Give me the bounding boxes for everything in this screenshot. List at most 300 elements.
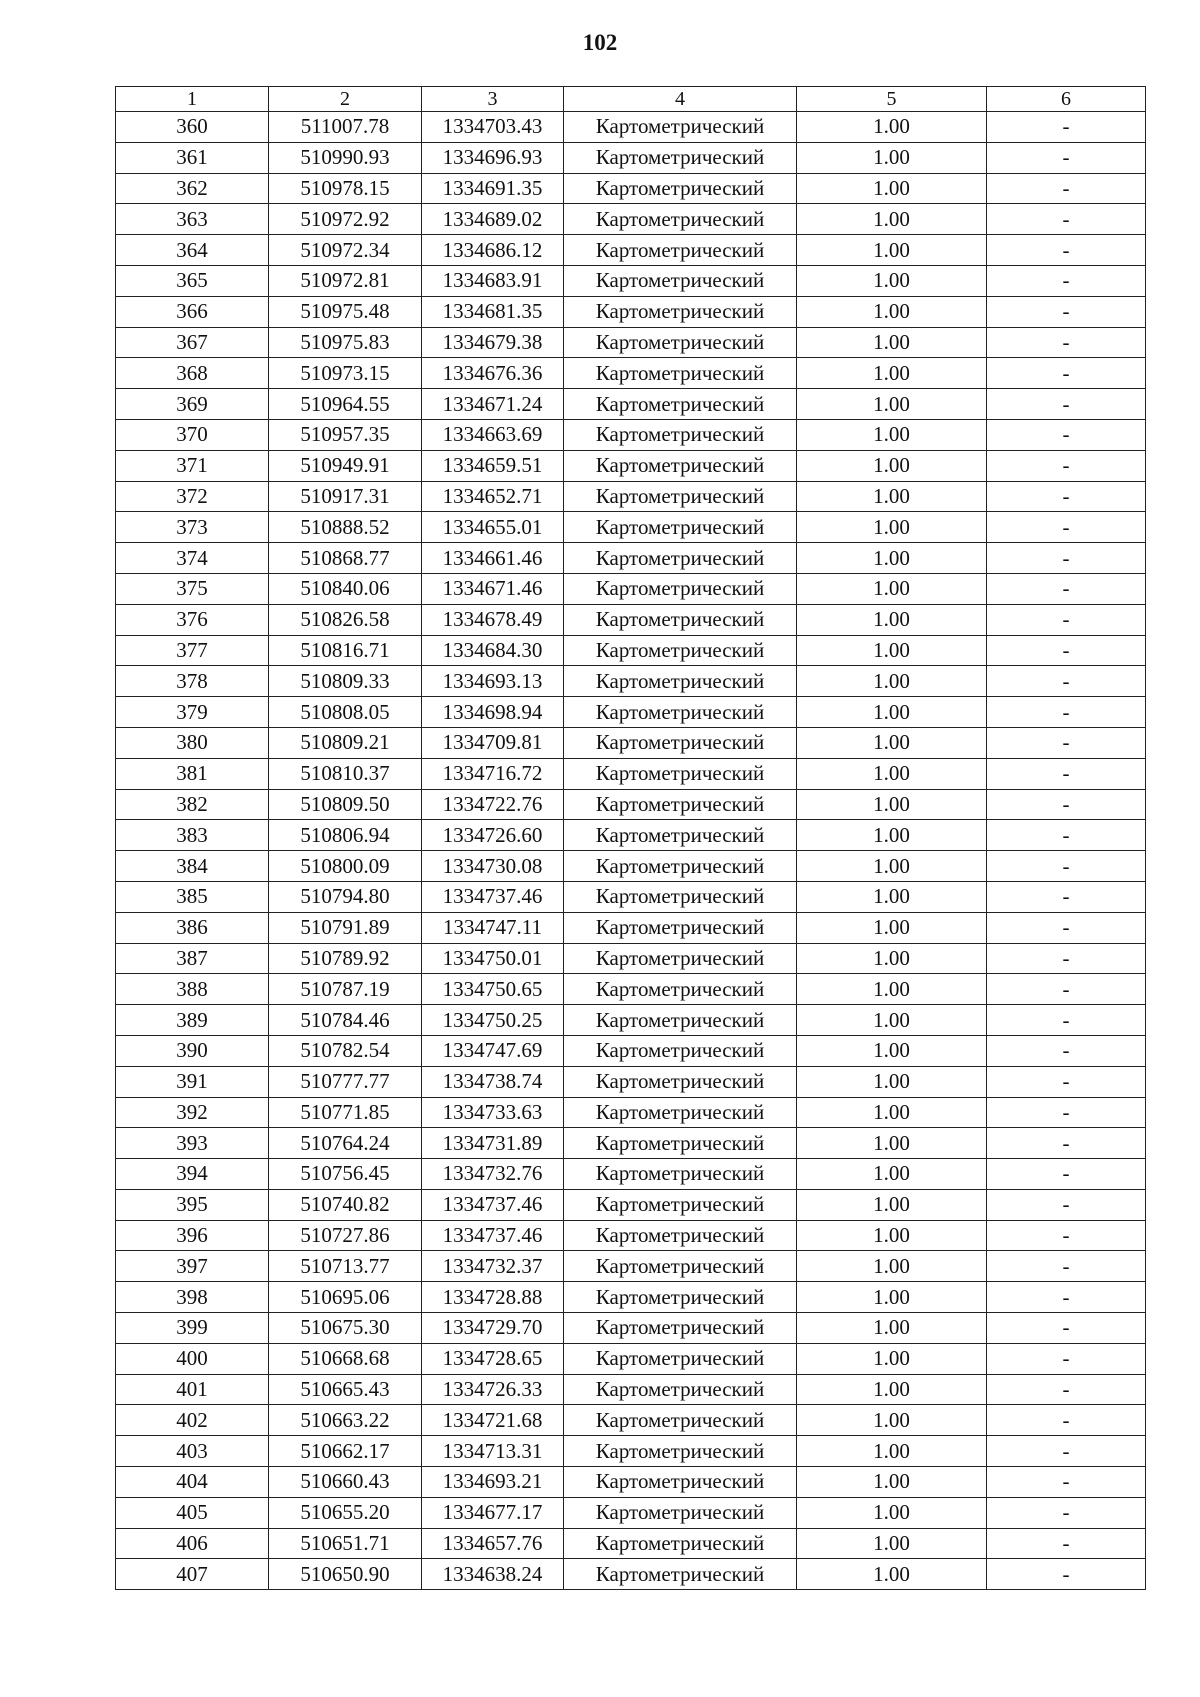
x-coordinate-cell: 510809.50 xyxy=(269,789,422,820)
y-coordinate-cell: 1334726.60 xyxy=(422,820,564,851)
x-coordinate-cell: 510840.06 xyxy=(269,573,422,604)
table-row xyxy=(116,1251,1146,1282)
point-number-cell: 407 xyxy=(116,1559,269,1590)
table-row xyxy=(116,204,1146,235)
note-cell: - xyxy=(987,1374,1146,1405)
y-coordinate-cell: 1334698.94 xyxy=(422,697,564,728)
method-cell: Картометрический xyxy=(564,1559,797,1590)
y-coordinate-cell: 1334737.46 xyxy=(422,881,564,912)
table-row xyxy=(116,1405,1146,1436)
accuracy-cell: 1.00 xyxy=(797,327,987,358)
y-coordinate-cell: 1334652.71 xyxy=(422,481,564,512)
point-number-cell: 402 xyxy=(116,1405,269,1436)
method-cell: Картометрический xyxy=(564,358,797,389)
x-coordinate-cell: 510740.82 xyxy=(269,1189,422,1220)
accuracy-cell: 1.00 xyxy=(797,635,987,666)
note-cell: - xyxy=(987,1159,1146,1190)
method-cell: Картометрический xyxy=(564,789,797,820)
table-row xyxy=(116,1066,1146,1097)
point-number-cell: 393 xyxy=(116,1128,269,1159)
x-coordinate-cell: 510816.71 xyxy=(269,635,422,666)
accuracy-cell: 1.00 xyxy=(797,512,987,543)
point-number-cell: 387 xyxy=(116,943,269,974)
note-cell: - xyxy=(987,635,1146,666)
table-row xyxy=(116,235,1146,266)
note-cell: - xyxy=(987,1313,1146,1344)
accuracy-cell: 1.00 xyxy=(797,481,987,512)
note-cell: - xyxy=(987,727,1146,758)
y-coordinate-cell: 1334683.91 xyxy=(422,265,564,296)
x-coordinate-cell: 510949.91 xyxy=(269,450,422,481)
note-cell: - xyxy=(987,1251,1146,1282)
x-coordinate-cell: 510888.52 xyxy=(269,512,422,543)
table-row xyxy=(116,512,1146,543)
x-coordinate-cell: 510826.58 xyxy=(269,604,422,635)
method-cell: Картометрический xyxy=(564,327,797,358)
x-coordinate-cell: 510809.21 xyxy=(269,727,422,758)
point-number-cell: 361 xyxy=(116,142,269,173)
accuracy-cell: 1.00 xyxy=(797,666,987,697)
accuracy-cell: 1.00 xyxy=(797,1405,987,1436)
table-row xyxy=(116,1436,1146,1467)
x-coordinate-cell: 510964.55 xyxy=(269,389,422,420)
point-number-cell: 397 xyxy=(116,1251,269,1282)
point-number-cell: 396 xyxy=(116,1220,269,1251)
point-number-cell: 363 xyxy=(116,204,269,235)
accuracy-cell: 1.00 xyxy=(797,389,987,420)
x-coordinate-cell: 511007.78 xyxy=(269,112,422,143)
method-cell: Картометрический xyxy=(564,112,797,143)
note-cell: - xyxy=(987,943,1146,974)
table-row xyxy=(116,358,1146,389)
y-coordinate-cell: 1334750.65 xyxy=(422,974,564,1005)
note-cell: - xyxy=(987,389,1146,420)
method-cell: Картометрический xyxy=(564,1066,797,1097)
accuracy-cell: 1.00 xyxy=(797,235,987,266)
point-number-cell: 375 xyxy=(116,573,269,604)
table-row xyxy=(116,1497,1146,1528)
note-cell: - xyxy=(987,1128,1146,1159)
accuracy-cell: 1.00 xyxy=(797,173,987,204)
point-number-cell: 376 xyxy=(116,604,269,635)
y-coordinate-cell: 1334716.72 xyxy=(422,758,564,789)
table-row xyxy=(116,697,1146,728)
table-row xyxy=(116,296,1146,327)
table-row xyxy=(116,1313,1146,1344)
point-number-cell: 369 xyxy=(116,389,269,420)
note-cell: - xyxy=(987,1097,1146,1128)
point-number-cell: 385 xyxy=(116,881,269,912)
y-coordinate-cell: 1334676.36 xyxy=(422,358,564,389)
accuracy-cell: 1.00 xyxy=(797,1282,987,1313)
accuracy-cell: 1.00 xyxy=(797,1128,987,1159)
method-cell: Картометрический xyxy=(564,666,797,697)
x-coordinate-cell: 510771.85 xyxy=(269,1097,422,1128)
y-coordinate-cell: 1334678.49 xyxy=(422,604,564,635)
point-number-cell: 373 xyxy=(116,512,269,543)
point-number-cell: 394 xyxy=(116,1159,269,1190)
method-cell: Картометрический xyxy=(564,142,797,173)
x-coordinate-cell: 510777.77 xyxy=(269,1066,422,1097)
note-cell: - xyxy=(987,142,1146,173)
table-row xyxy=(116,1097,1146,1128)
table-row xyxy=(116,881,1146,912)
y-coordinate-cell: 1334726.33 xyxy=(422,1374,564,1405)
method-cell: Картометрический xyxy=(564,635,797,666)
accuracy-cell: 1.00 xyxy=(797,974,987,1005)
table-row xyxy=(116,573,1146,604)
point-number-cell: 371 xyxy=(116,450,269,481)
method-cell: Картометрический xyxy=(564,1189,797,1220)
point-number-cell: 391 xyxy=(116,1066,269,1097)
x-coordinate-cell: 510651.71 xyxy=(269,1528,422,1559)
note-cell: - xyxy=(987,1005,1146,1036)
table-row xyxy=(116,142,1146,173)
point-number-cell: 377 xyxy=(116,635,269,666)
x-coordinate-cell: 510808.05 xyxy=(269,697,422,728)
note-cell: - xyxy=(987,1497,1146,1528)
x-coordinate-cell: 510764.24 xyxy=(269,1128,422,1159)
table-row xyxy=(116,173,1146,204)
note-cell: - xyxy=(987,1220,1146,1251)
method-cell: Картометрический xyxy=(564,389,797,420)
table-row xyxy=(116,1189,1146,1220)
point-number-cell: 372 xyxy=(116,481,269,512)
table-row xyxy=(116,1559,1146,1590)
point-number-cell: 368 xyxy=(116,358,269,389)
y-coordinate-cell: 1334750.01 xyxy=(422,943,564,974)
note-cell: - xyxy=(987,881,1146,912)
y-coordinate-cell: 1334731.89 xyxy=(422,1128,564,1159)
y-coordinate-cell: 1334693.13 xyxy=(422,666,564,697)
table-row xyxy=(116,419,1146,450)
x-coordinate-cell: 510727.86 xyxy=(269,1220,422,1251)
note-cell: - xyxy=(987,1528,1146,1559)
y-coordinate-cell: 1334671.24 xyxy=(422,389,564,420)
x-coordinate-cell: 510990.93 xyxy=(269,142,422,173)
accuracy-cell: 1.00 xyxy=(797,296,987,327)
table-row xyxy=(116,1528,1146,1559)
y-coordinate-cell: 1334722.76 xyxy=(422,789,564,820)
note-cell: - xyxy=(987,851,1146,882)
accuracy-cell: 1.00 xyxy=(797,573,987,604)
accuracy-cell: 1.00 xyxy=(797,789,987,820)
table-row xyxy=(116,450,1146,481)
x-coordinate-cell: 510975.83 xyxy=(269,327,422,358)
point-number-cell: 378 xyxy=(116,666,269,697)
note-cell: - xyxy=(987,758,1146,789)
accuracy-cell: 1.00 xyxy=(797,419,987,450)
point-number-cell: 367 xyxy=(116,327,269,358)
table-row xyxy=(116,758,1146,789)
point-number-cell: 360 xyxy=(116,112,269,143)
accuracy-cell: 1.00 xyxy=(797,851,987,882)
method-cell: Картометрический xyxy=(564,604,797,635)
accuracy-cell: 1.00 xyxy=(797,1159,987,1190)
method-cell: Картометрический xyxy=(564,204,797,235)
method-cell: Картометрический xyxy=(564,419,797,450)
method-cell: Картометрический xyxy=(564,1159,797,1190)
accuracy-cell: 1.00 xyxy=(797,604,987,635)
note-cell: - xyxy=(987,974,1146,1005)
table-row xyxy=(116,1159,1146,1190)
y-coordinate-cell: 1334671.46 xyxy=(422,573,564,604)
table-row xyxy=(116,820,1146,851)
point-number-cell: 406 xyxy=(116,1528,269,1559)
accuracy-cell: 1.00 xyxy=(797,1343,987,1374)
x-coordinate-cell: 510668.68 xyxy=(269,1343,422,1374)
point-number-cell: 374 xyxy=(116,543,269,574)
note-cell: - xyxy=(987,1282,1146,1313)
table-row xyxy=(116,727,1146,758)
point-number-cell: 401 xyxy=(116,1374,269,1405)
x-coordinate-cell: 510973.15 xyxy=(269,358,422,389)
accuracy-cell: 1.00 xyxy=(797,1313,987,1344)
column-header: 4 xyxy=(564,87,797,112)
x-coordinate-cell: 510665.43 xyxy=(269,1374,422,1405)
x-coordinate-cell: 510789.92 xyxy=(269,943,422,974)
x-coordinate-cell: 510917.31 xyxy=(269,481,422,512)
note-cell: - xyxy=(987,573,1146,604)
table-row xyxy=(116,789,1146,820)
note-cell: - xyxy=(987,450,1146,481)
table-row xyxy=(116,1374,1146,1405)
x-coordinate-cell: 510975.48 xyxy=(269,296,422,327)
table-row xyxy=(116,912,1146,943)
point-number-cell: 370 xyxy=(116,419,269,450)
method-cell: Картометрический xyxy=(564,1282,797,1313)
note-cell: - xyxy=(987,173,1146,204)
point-number-cell: 364 xyxy=(116,235,269,266)
note-cell: - xyxy=(987,327,1146,358)
x-coordinate-cell: 510978.15 xyxy=(269,173,422,204)
note-cell: - xyxy=(987,1436,1146,1467)
y-coordinate-cell: 1334684.30 xyxy=(422,635,564,666)
x-coordinate-cell: 510810.37 xyxy=(269,758,422,789)
accuracy-cell: 1.00 xyxy=(797,1097,987,1128)
method-cell: Картометрический xyxy=(564,296,797,327)
point-number-cell: 398 xyxy=(116,1282,269,1313)
y-coordinate-cell: 1334709.81 xyxy=(422,727,564,758)
accuracy-cell: 1.00 xyxy=(797,1251,987,1282)
y-coordinate-cell: 1334737.46 xyxy=(422,1189,564,1220)
note-cell: - xyxy=(987,912,1146,943)
table-row xyxy=(116,543,1146,574)
point-number-cell: 365 xyxy=(116,265,269,296)
page-number: 102 xyxy=(582,30,618,55)
accuracy-cell: 1.00 xyxy=(797,358,987,389)
method-cell: Картометрический xyxy=(564,1528,797,1559)
note-cell: - xyxy=(987,358,1146,389)
x-coordinate-cell: 510695.06 xyxy=(269,1282,422,1313)
column-header: 5 xyxy=(797,87,987,112)
note-cell: - xyxy=(987,204,1146,235)
method-cell: Картометрический xyxy=(564,1128,797,1159)
method-cell: Картометрический xyxy=(564,1251,797,1282)
method-cell: Картометрический xyxy=(564,881,797,912)
method-cell: Картометрический xyxy=(564,697,797,728)
note-cell: - xyxy=(987,1035,1146,1066)
y-coordinate-cell: 1334638.24 xyxy=(422,1559,564,1590)
y-coordinate-cell: 1334681.35 xyxy=(422,296,564,327)
note-cell: - xyxy=(987,697,1146,728)
point-number-cell: 381 xyxy=(116,758,269,789)
note-cell: - xyxy=(987,666,1146,697)
note-cell: - xyxy=(987,265,1146,296)
point-number-cell: 403 xyxy=(116,1436,269,1467)
table-row xyxy=(116,1282,1146,1313)
x-coordinate-cell: 510794.80 xyxy=(269,881,422,912)
y-coordinate-cell: 1334655.01 xyxy=(422,512,564,543)
method-cell: Картометрический xyxy=(564,1035,797,1066)
y-coordinate-cell: 1334729.70 xyxy=(422,1313,564,1344)
y-coordinate-cell: 1334663.69 xyxy=(422,419,564,450)
accuracy-cell: 1.00 xyxy=(797,112,987,143)
y-coordinate-cell: 1334732.76 xyxy=(422,1159,564,1190)
table-row xyxy=(116,666,1146,697)
point-number-cell: 405 xyxy=(116,1497,269,1528)
table-row xyxy=(116,1035,1146,1066)
x-coordinate-cell: 510800.09 xyxy=(269,851,422,882)
point-number-cell: 382 xyxy=(116,789,269,820)
method-cell: Картометрический xyxy=(564,727,797,758)
accuracy-cell: 1.00 xyxy=(797,727,987,758)
accuracy-cell: 1.00 xyxy=(797,1066,987,1097)
x-coordinate-cell: 510806.94 xyxy=(269,820,422,851)
y-coordinate-cell: 1334738.74 xyxy=(422,1066,564,1097)
note-cell: - xyxy=(987,789,1146,820)
x-coordinate-cell: 510662.17 xyxy=(269,1436,422,1467)
point-number-cell: 395 xyxy=(116,1189,269,1220)
y-coordinate-cell: 1334713.31 xyxy=(422,1436,564,1467)
accuracy-cell: 1.00 xyxy=(797,881,987,912)
x-coordinate-cell: 510972.81 xyxy=(269,265,422,296)
method-cell: Картометрический xyxy=(564,820,797,851)
table-row xyxy=(116,943,1146,974)
table-row xyxy=(116,1128,1146,1159)
point-number-cell: 392 xyxy=(116,1097,269,1128)
y-coordinate-cell: 1334696.93 xyxy=(422,142,564,173)
method-cell: Картометрический xyxy=(564,1436,797,1467)
method-cell: Картометрический xyxy=(564,1220,797,1251)
x-coordinate-cell: 510655.20 xyxy=(269,1497,422,1528)
column-header: 1 xyxy=(116,87,269,112)
accuracy-cell: 1.00 xyxy=(797,1035,987,1066)
note-cell: - xyxy=(987,543,1146,574)
table-row xyxy=(116,389,1146,420)
y-coordinate-cell: 1334657.76 xyxy=(422,1528,564,1559)
point-number-cell: 362 xyxy=(116,173,269,204)
method-cell: Картометрический xyxy=(564,974,797,1005)
y-coordinate-cell: 1334689.02 xyxy=(422,204,564,235)
point-number-cell: 404 xyxy=(116,1467,269,1498)
y-coordinate-cell: 1334733.63 xyxy=(422,1097,564,1128)
point-number-cell: 383 xyxy=(116,820,269,851)
x-coordinate-cell: 510756.45 xyxy=(269,1159,422,1190)
accuracy-cell: 1.00 xyxy=(797,1467,987,1498)
accuracy-cell: 1.00 xyxy=(797,1005,987,1036)
table-row xyxy=(116,327,1146,358)
table-row xyxy=(116,112,1146,143)
method-cell: Картометрический xyxy=(564,265,797,296)
point-number-cell: 389 xyxy=(116,1005,269,1036)
accuracy-cell: 1.00 xyxy=(797,1220,987,1251)
accuracy-cell: 1.00 xyxy=(797,543,987,574)
point-number-cell: 366 xyxy=(116,296,269,327)
note-cell: - xyxy=(987,1467,1146,1498)
method-cell: Картометрический xyxy=(564,543,797,574)
y-coordinate-cell: 1334737.46 xyxy=(422,1220,564,1251)
x-coordinate-cell: 510660.43 xyxy=(269,1467,422,1498)
column-header: 2 xyxy=(269,87,422,112)
accuracy-cell: 1.00 xyxy=(797,820,987,851)
method-cell: Картометрический xyxy=(564,851,797,882)
table-row xyxy=(116,1343,1146,1374)
method-cell: Картометрический xyxy=(564,1343,797,1374)
table-row xyxy=(116,265,1146,296)
method-cell: Картометрический xyxy=(564,173,797,204)
accuracy-cell: 1.00 xyxy=(797,1189,987,1220)
accuracy-cell: 1.00 xyxy=(797,943,987,974)
note-cell: - xyxy=(987,296,1146,327)
accuracy-cell: 1.00 xyxy=(797,265,987,296)
note-cell: - xyxy=(987,1559,1146,1590)
y-coordinate-cell: 1334677.17 xyxy=(422,1497,564,1528)
table-row xyxy=(116,604,1146,635)
method-cell: Картометрический xyxy=(564,1097,797,1128)
y-coordinate-cell: 1334728.88 xyxy=(422,1282,564,1313)
accuracy-cell: 1.00 xyxy=(797,1528,987,1559)
method-cell: Картометрический xyxy=(564,1313,797,1344)
x-coordinate-cell: 510675.30 xyxy=(269,1313,422,1344)
y-coordinate-cell: 1334659.51 xyxy=(422,450,564,481)
point-number-cell: 380 xyxy=(116,727,269,758)
point-number-cell: 384 xyxy=(116,851,269,882)
table-header-row xyxy=(116,87,1146,112)
note-cell: - xyxy=(987,604,1146,635)
method-cell: Картометрический xyxy=(564,1405,797,1436)
method-cell: Картометрический xyxy=(564,1497,797,1528)
x-coordinate-cell: 510787.19 xyxy=(269,974,422,1005)
method-cell: Картометрический xyxy=(564,512,797,543)
x-coordinate-cell: 510972.92 xyxy=(269,204,422,235)
table-row xyxy=(116,974,1146,1005)
method-cell: Картометрический xyxy=(564,235,797,266)
table-row xyxy=(116,1220,1146,1251)
note-cell: - xyxy=(987,1405,1146,1436)
y-coordinate-cell: 1334721.68 xyxy=(422,1405,564,1436)
accuracy-cell: 1.00 xyxy=(797,758,987,789)
accuracy-cell: 1.00 xyxy=(797,1374,987,1405)
method-cell: Картометрический xyxy=(564,573,797,604)
y-coordinate-cell: 1334732.37 xyxy=(422,1251,564,1282)
note-cell: - xyxy=(987,419,1146,450)
method-cell: Картометрический xyxy=(564,1005,797,1036)
table-row xyxy=(116,1005,1146,1036)
column-header: 6 xyxy=(987,87,1146,112)
y-coordinate-cell: 1334730.08 xyxy=(422,851,564,882)
table-row xyxy=(116,635,1146,666)
method-cell: Картометрический xyxy=(564,758,797,789)
y-coordinate-cell: 1334747.11 xyxy=(422,912,564,943)
x-coordinate-cell: 510713.77 xyxy=(269,1251,422,1282)
x-coordinate-cell: 510791.89 xyxy=(269,912,422,943)
y-coordinate-cell: 1334693.21 xyxy=(422,1467,564,1498)
table-row xyxy=(116,1467,1146,1498)
x-coordinate-cell: 510650.90 xyxy=(269,1559,422,1590)
y-coordinate-cell: 1334703.43 xyxy=(422,112,564,143)
accuracy-cell: 1.00 xyxy=(797,1436,987,1467)
